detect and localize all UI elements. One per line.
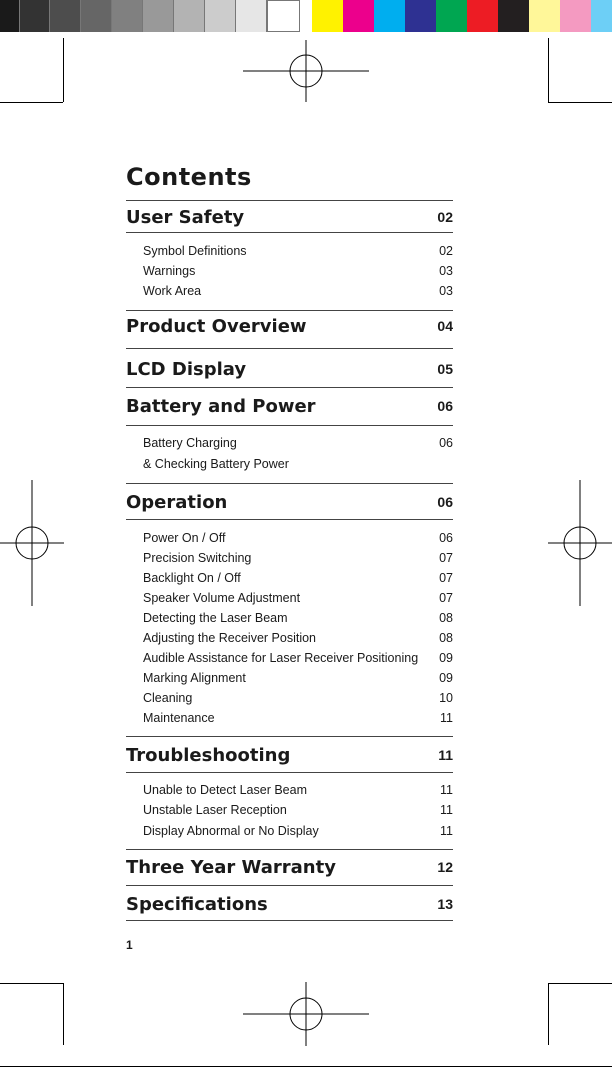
crop-mark xyxy=(0,1066,612,1067)
item-label: Marking Alignment xyxy=(143,671,246,685)
gray-swatch xyxy=(20,0,50,32)
item-page: 03 xyxy=(439,284,453,298)
divider xyxy=(126,772,453,773)
color-swatch xyxy=(343,0,374,32)
color-swatch xyxy=(560,0,591,32)
color-swatch xyxy=(312,0,343,32)
item-label: Unstable Laser Reception xyxy=(143,803,287,817)
toc-item[interactable] xyxy=(143,569,453,587)
color-swatch xyxy=(405,0,436,32)
item-label: Symbol Definitions xyxy=(143,244,247,258)
section-title: Three Year Warranty xyxy=(126,856,336,878)
crop-mark xyxy=(0,983,63,984)
toc-item[interactable] xyxy=(143,589,453,607)
section-page: 04 xyxy=(437,318,453,334)
item-page: 11 xyxy=(440,803,453,817)
divider xyxy=(126,348,453,349)
divider xyxy=(126,232,453,233)
item-page: 09 xyxy=(439,671,453,685)
divider xyxy=(126,387,453,388)
registration-mark-icon xyxy=(548,480,612,606)
gray-swatch xyxy=(50,0,81,32)
item-page: 11 xyxy=(440,824,453,838)
section-title: Specifications xyxy=(126,893,268,915)
color-swatch xyxy=(374,0,405,32)
item-label: Work Area xyxy=(143,284,202,298)
item-label: Detecting the Laser Beam xyxy=(143,611,288,625)
color-swatch xyxy=(591,0,612,32)
divider xyxy=(126,483,453,484)
item-page: 11 xyxy=(440,783,453,797)
toc-section[interactable] xyxy=(126,743,453,767)
item-label: Battery Charging xyxy=(143,436,237,450)
item-label: Audible Assistance for Laser Receiver Positioning xyxy=(143,651,419,665)
registration-mark-icon xyxy=(0,480,64,606)
toc-section[interactable] xyxy=(126,357,453,381)
crop-mark xyxy=(548,38,549,102)
toc-section[interactable] xyxy=(126,490,453,514)
item-label: Cleaning xyxy=(143,691,193,705)
toc-item[interactable] xyxy=(143,669,453,687)
gray-swatch xyxy=(0,0,20,32)
divider xyxy=(126,885,453,886)
crop-mark xyxy=(548,983,549,1045)
toc-item[interactable] xyxy=(143,822,453,840)
item-label: Power On / Off xyxy=(143,531,226,545)
item-label: Precision Switching xyxy=(143,551,252,565)
item-page: 07 xyxy=(439,571,453,585)
toc-item[interactable] xyxy=(143,455,453,473)
divider xyxy=(126,849,453,850)
crop-mark xyxy=(63,983,64,1045)
divider xyxy=(126,425,453,426)
divider xyxy=(126,736,453,737)
toc-item[interactable] xyxy=(143,282,453,300)
color-swatch xyxy=(529,0,560,32)
toc-section[interactable] xyxy=(126,394,453,418)
toc-item[interactable] xyxy=(143,649,453,667)
section-page: 06 xyxy=(437,398,453,414)
section-title: LCD Display xyxy=(126,358,247,380)
toc-item[interactable] xyxy=(143,242,453,260)
section-title: User Safety xyxy=(126,206,245,228)
divider xyxy=(126,519,453,520)
section-page: 06 xyxy=(437,494,453,510)
item-label: Adjusting the Receiver Position xyxy=(143,631,317,645)
toc-item[interactable] xyxy=(143,709,453,727)
item-page: 06 xyxy=(439,436,453,450)
color-swatch xyxy=(467,0,498,32)
toc-item[interactable] xyxy=(143,629,453,647)
gray-swatch xyxy=(267,0,300,32)
color-swatch xyxy=(498,0,529,32)
item-label: & Checking Battery Power xyxy=(143,457,289,471)
section-page: 12 xyxy=(437,859,453,875)
toc-item[interactable] xyxy=(143,689,453,707)
gray-swatch xyxy=(81,0,112,32)
page-number: 1 xyxy=(126,938,133,952)
section-page: 05 xyxy=(437,361,453,377)
section-page: 13 xyxy=(437,896,453,912)
item-label: Unable to Detect Laser Beam xyxy=(143,783,307,797)
item-page: 03 xyxy=(439,264,453,278)
toc-item[interactable] xyxy=(143,609,453,627)
item-label: Maintenance xyxy=(143,711,215,725)
item-label: Display Abnormal or No Display xyxy=(143,824,319,838)
toc-section[interactable] xyxy=(126,314,453,338)
toc-section[interactable] xyxy=(126,205,453,229)
toc-section[interactable] xyxy=(126,892,453,916)
item-page: 02 xyxy=(439,244,453,258)
item-page: 09 xyxy=(439,651,453,665)
item-label: Backlight On / Off xyxy=(143,571,241,585)
gray-swatch xyxy=(112,0,143,32)
toc-item[interactable] xyxy=(143,529,453,547)
item-label: Speaker Volume Adjustment xyxy=(143,591,301,605)
toc-item[interactable] xyxy=(143,549,453,567)
item-page: 06 xyxy=(439,531,453,545)
item-page: 08 xyxy=(439,611,453,625)
divider xyxy=(126,310,453,311)
crop-mark xyxy=(0,102,63,103)
toc-item[interactable] xyxy=(143,781,453,799)
page-title: Contents xyxy=(126,163,252,191)
color-swatch xyxy=(436,0,467,32)
registration-mark-icon xyxy=(243,40,369,102)
toc-section[interactable] xyxy=(126,855,453,879)
toc-item[interactable] xyxy=(143,434,453,452)
item-page: 07 xyxy=(439,551,453,565)
item-page: 10 xyxy=(439,691,453,705)
crop-mark xyxy=(63,38,64,102)
gray-swatch xyxy=(143,0,174,32)
section-page: 02 xyxy=(437,209,453,225)
toc-item[interactable] xyxy=(143,801,453,819)
section-title: Product Overview xyxy=(126,315,307,337)
item-page: 07 xyxy=(439,591,453,605)
gray-swatch xyxy=(174,0,205,32)
toc-item[interactable] xyxy=(143,262,453,280)
section-title: Operation xyxy=(126,491,228,513)
crop-mark xyxy=(548,102,612,103)
color-calibration-bar xyxy=(0,0,612,32)
gray-swatch xyxy=(205,0,236,32)
divider xyxy=(126,200,453,201)
section-title: Troubleshooting xyxy=(126,744,291,766)
item-page: 08 xyxy=(439,631,453,645)
section-title: Battery and Power xyxy=(126,395,316,417)
item-label: Warnings xyxy=(143,264,196,278)
item-page: 11 xyxy=(440,711,453,725)
divider xyxy=(126,920,453,921)
gray-swatch xyxy=(236,0,267,32)
registration-mark-icon xyxy=(243,982,369,1046)
crop-mark xyxy=(548,983,612,984)
section-page: 11 xyxy=(438,747,453,763)
